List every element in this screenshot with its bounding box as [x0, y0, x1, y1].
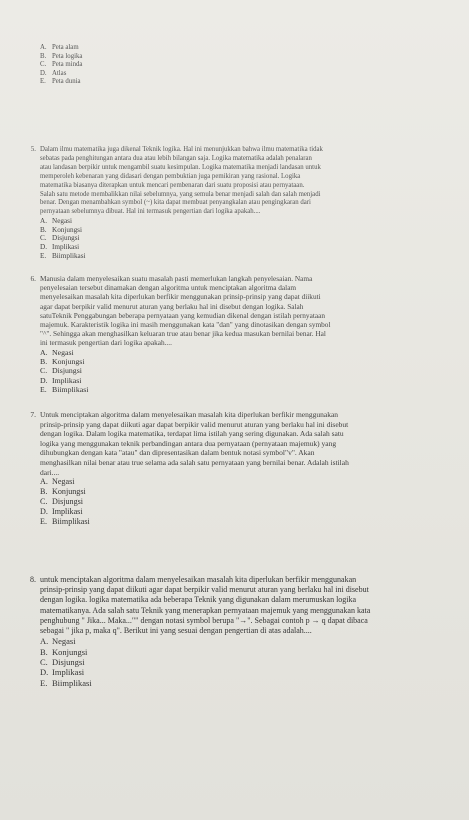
option-a: A. Negasi [40, 217, 72, 226]
question-number: 8. [30, 575, 36, 584]
answer-options [40, 477, 469, 527]
question-number: 7. [30, 410, 36, 419]
option-e: E. Biimplikasi [40, 516, 90, 526]
question-8 [22, 575, 469, 688]
option-d: D. Atlas [40, 69, 67, 77]
previous-question-options [40, 44, 240, 87]
option-b: B. Konjungsi [40, 646, 88, 657]
option-b: B. Peta logika [40, 52, 83, 60]
option-c: C. Disjungsi [40, 234, 80, 243]
question-number: 5. [30, 146, 36, 153]
option-c: C. Disjungsi [40, 496, 84, 506]
option-e: E. Biimplikasi [40, 251, 86, 260]
option-d: D. Implikasi [40, 667, 85, 678]
option-b: B. Konjungsi [40, 357, 85, 367]
answer-options [40, 217, 469, 260]
option-d: D. Implikasi [40, 243, 80, 252]
question-7 [22, 410, 469, 527]
question-text: Dalam ilmu matematika juga dikenal Teknik logika. Hal ini menunjukkan bahwa ilmu matematika tidak sebatas pada penghitungan antara dua atau lebih bilangan saja. Logika matematika adalah penalaran atau landasan berpikir untuk mengambil suatu kesimpulan. Logika matematika menjadi landasan untuk memperoleh kebenaran yang didasari dengan pembuktian juga pemikiran yang rasional. Logika matematika biasanya diterapkan untuk mencari pembenaran dari suatu proposisi atau pernyataan. Salah satu metode membalikkan nilai sebelumnya, yang semula benar menjadi salah dan salah menjadi benar. Dengan menambahkan symbol (~) kita dapat membuat penyangkalan atau pengingkaran dari pernyataan sebelumnya dibuat. Hal ini termasuk pengertian dari logika apakah.... [40, 146, 323, 216]
question-5 [22, 146, 469, 260]
option-b: B. Konjungsi [40, 487, 86, 497]
option-c: C. Disjungsi [40, 366, 82, 376]
answer-options [40, 636, 469, 688]
option-e: E. Biimplikasi [40, 385, 89, 395]
question-6 [22, 274, 469, 395]
option-c: C. Disjungsi [40, 657, 85, 668]
option-a: A. Negasi [40, 636, 76, 647]
option-e: E. Biimplikasi [40, 677, 92, 688]
question-text: untuk menciptakan algoritma dalam menyelesaikan masalah kita diperlukan berfikir menggunakan prinsip-prinsip yang dapat diikuti agar dapat berpikir valid menurut aturan yang berlaku hal ini disebut dengan logika. logika matematika ada beberapa Teknik yang digunakan dalam merumuskan logika matematikanya. Ada salah satu Teknik yang menerapkan pernyataan majemuk yang menggunakan kata penghubung " Jika... Maka..."" dengan notasi symbol berupa "→". Sebagai contoh p → q dapat dibaca sebagai " jika p, maka q". Berikut ini yang sesuai dengan pengertian di atas adalah.... [40, 575, 371, 636]
question-number: 6. [30, 274, 36, 283]
option-c: C. Peta minda [40, 61, 83, 69]
question-text: Untuk menciptakan algoritma dalam menyelesaikan masalah kita diperlukan berfikir menggunakan prinsip-prinsip yang dapat diikuti agar dapat berpikir valid menurut aturan yang berlaku hal ini disebut dengan logika. Dalam logika matematika, terdapat lima istilah yang sering digunakan. Ada salah satu logika yang menggunakan teknik perbandingan antara dua pernyataan (pernyataan majemuk) yang dihubungkan dengan kata "atau" dan dipresentasikan dalam bentuk notasi symbol"v". Akan menghasilkan nilai benar atau true selama ada salah satu pernyataan yang bernilai benar. Adalah istilah dari.... [40, 410, 349, 477]
option-e: E. Peta dunia [40, 78, 81, 86]
answer-options [40, 348, 469, 395]
option-a: A. Negasi [40, 347, 74, 357]
question-text: Manusia dalam menyelesaikan suatu masalah pasti memerlukan langkah penyelesaian. Nama penyelesaian tersebut dinamakan dengan algoritma untuk menciptakan algoritma dalam menyelesaikan masalah kita diperlukan berfikir menggunakan prinsip-prinsip yang dapat diikuti agar dapat berpikir valid menurut aturan yang berlaku hal ini disebut dengan logika. Salah satuTeknik Penggabungan beberapa pernyataan yang kemudian dikenal dengan istilah pernyataan majemuk. Karakteristik logika ini masih menggunakan kata "dan" yang dinotasikan dengan symbol "^". Sehingga akan menghasilkan keluaran true atau benar jika kedua masukan bernilai benar. Hal ini termasuk pengertian dari logika apakah.... [40, 274, 331, 348]
option-a: A. Peta alam [40, 44, 79, 51]
option-d: D. Implikasi [40, 506, 83, 516]
option-d: D. Implikasi [40, 375, 82, 385]
option-b: B. Konjungsi [40, 225, 82, 234]
option-a: A. Negasi [40, 477, 75, 487]
